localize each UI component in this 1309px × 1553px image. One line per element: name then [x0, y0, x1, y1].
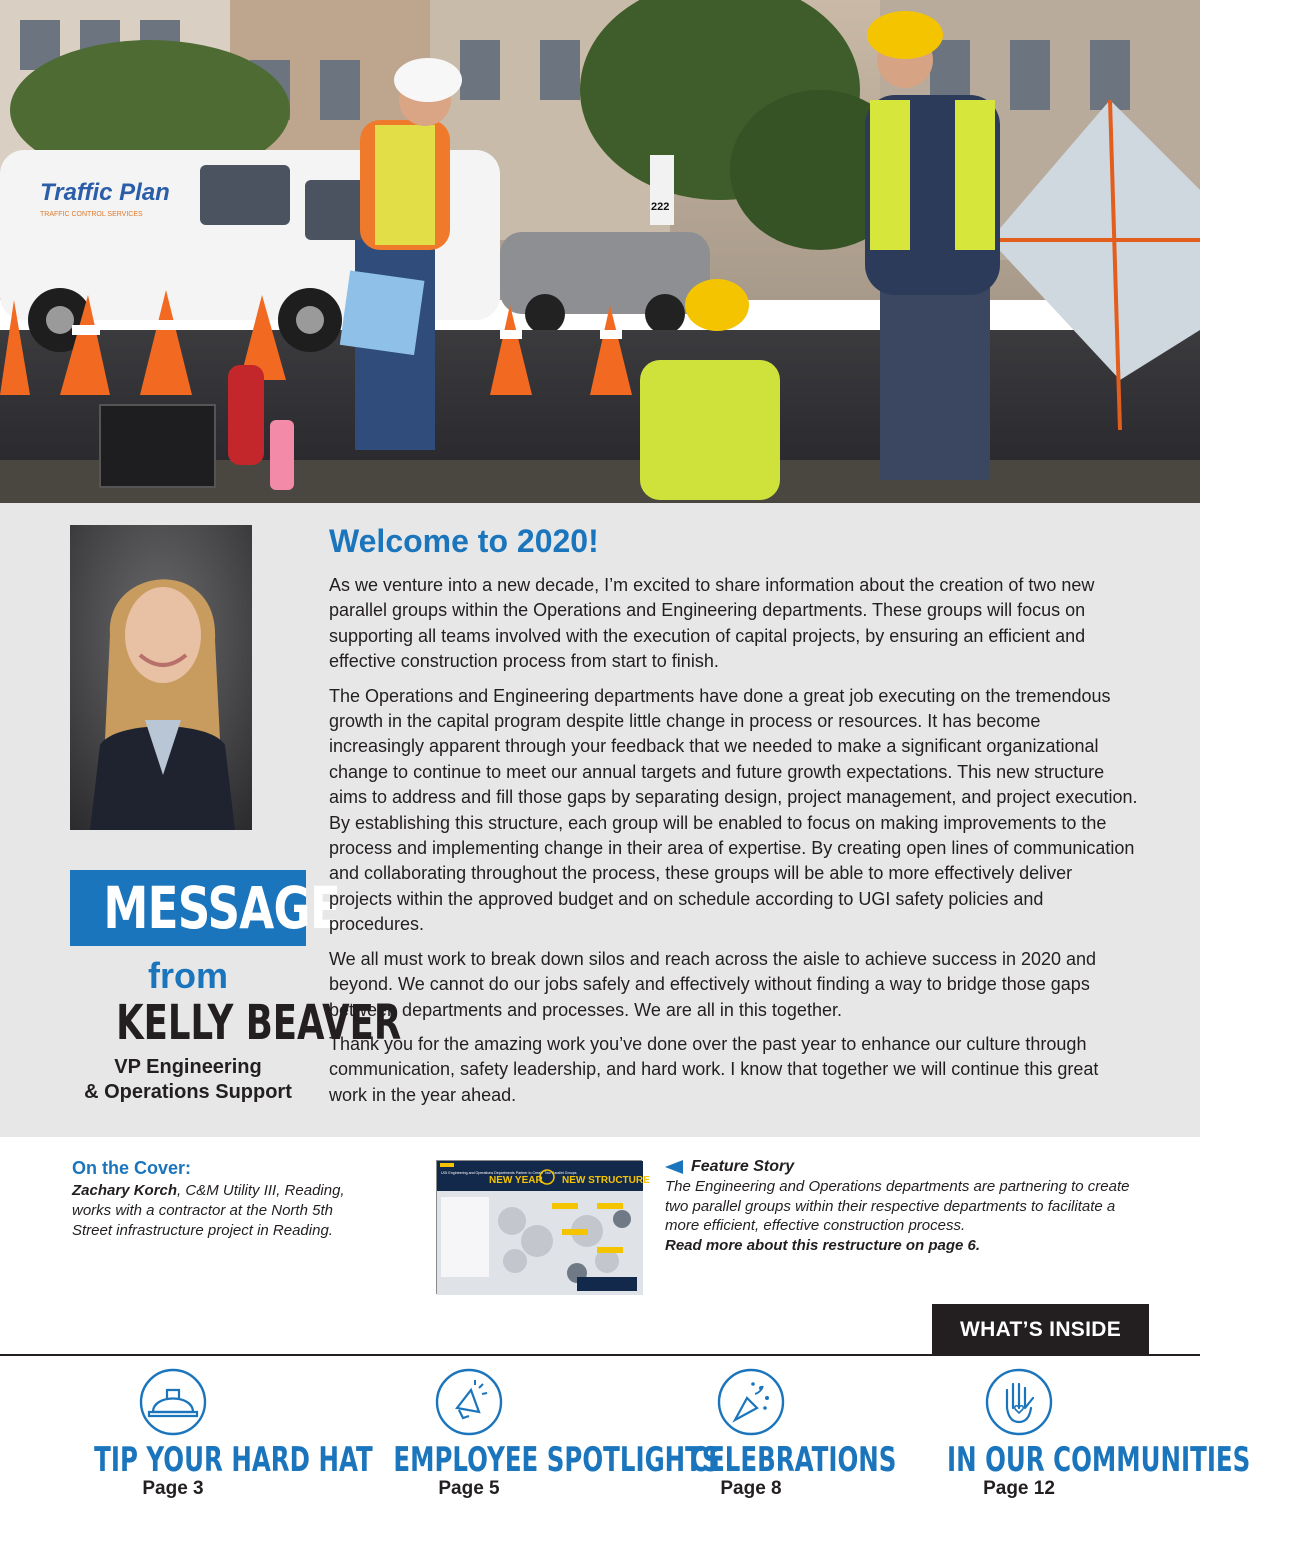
megaphone-icon [435, 1368, 503, 1436]
on-the-cover [72, 1158, 372, 1241]
letter-paragraph: The Operations and Engineering departments have done a great job executing on the tremendous growth in the capital program despite little change in process or resources. It has become increasingly apparent through your feedback that we needed to make a significant organizational change to continue to meet our annual targets and future growth expectations. This new structure aims to address and fill those gaps by separating design, project management, and project execution. By establishing this structure, each group will be enabled to focus on making improvements to the process and implementing change in their area of expertise. By creating open lines of communication and collaborating throughout the process, these groups will be able to more effectively deliver projects within the approved budget and on schedule according to UGI safety policies and procedures. [329, 685, 1138, 935]
feature-read-more[interactable]: Read more about this restructure on page 6. [665, 1236, 981, 1254]
inside-item-employee-spotlights[interactable] [330, 1368, 720, 1500]
letter-paragraph: As we venture into a new decade, I’m excited to share information about the creation of two new parallel groups within the Operations and Engineering departments. These groups will focus on supporting all teams involved with the execution of capital projects, by ensuring an efficient and effective construction process from start to finish. [329, 575, 1095, 672]
letter-paragraph: We all must work to break down silos and reach across the aisle to achieve success in 2020 and beyond. We cannot do our jobs safely and effectively without finding a way to bridge those gaps between departments and processes. We are all in this together. [329, 948, 1097, 1020]
van-tagline: TRAFFIC CONTROL SERVICES [40, 211, 143, 218]
feature-heading-text: Feature Story [691, 1158, 795, 1175]
thumb-new-structure: NEW STRUCTURE [562, 1175, 650, 1186]
letter-heading: Welcome to 2020! [329, 523, 599, 559]
whats-inside-divider [0, 1354, 1200, 1356]
letter-paragraph: Thank you for the amazing work you’ve done over the past year to enhance our culture through communication, safety leadership, and hard work. I know that together we will continue this great work in the year ahead. [329, 1033, 1099, 1105]
cover-caption-text: , C&M Utility III, Reading, works with a contractor at the North 5th Street infrastructure project in Reading. [72, 1182, 345, 1239]
feature-thumbnail-illustration [437, 1161, 650, 1295]
left-arrow-icon [665, 1160, 683, 1174]
portrait-illustration [70, 525, 252, 830]
letter [329, 521, 1139, 1117]
inside-item-label: TIP YOUR HARD HAT [94, 1440, 373, 1480]
cover-photo [0, 0, 1200, 503]
inside-item-label: IN OUR COMMUNITIES [946, 1440, 1251, 1480]
cover-photo-illustration [0, 0, 1200, 503]
cover-heading: On the Cover: [72, 1158, 192, 1178]
party-popper-icon [717, 1368, 785, 1436]
inside-item-page: Page 5 [438, 1478, 500, 1499]
inside-item-page: Page 3 [142, 1478, 204, 1499]
thumb-left-title: UGI Engineering and Operations Departments Partner to Create Two Parallel Groups [441, 1171, 577, 1175]
inside-item-tip-your-hard-hat[interactable] [40, 1368, 373, 1500]
inside-item-page: Page 12 [983, 1478, 1055, 1499]
feature-thumbnail[interactable] [436, 1160, 650, 1294]
author-name: KELLY BEAVER [116, 995, 402, 1051]
hard-hat-icon [139, 1368, 207, 1436]
message-from: from [148, 955, 228, 996]
message-banner: MESSAGE [70, 870, 306, 946]
inside-item-celebrations[interactable] [650, 1368, 897, 1500]
feature-text: The Engineering and Operations departments are partnering to create two parallel groups within their respective departments to facilitate a more efficient, effective construction process. [665, 1178, 1130, 1235]
author-title-line2: & Operations Support [84, 1081, 292, 1103]
inside-item-label: EMPLOYEE SPOTLIGHTS [393, 1440, 720, 1480]
helping-hand-icon [985, 1368, 1053, 1436]
inside-item-page: Page 8 [720, 1478, 782, 1499]
feature-story [665, 1158, 1145, 1255]
van-brand: Traffic Plan [40, 179, 170, 206]
thumb-new-year: NEW YEAR [489, 1175, 543, 1186]
feature-heading [665, 1158, 1145, 1176]
cover-caption [72, 1181, 372, 1241]
inside-item-label: CELEBRATIONS [690, 1440, 897, 1480]
portrait-photo [70, 525, 252, 830]
author-title-line1: VP Engineering [114, 1056, 262, 1078]
route-sign: 222 [651, 201, 670, 213]
whats-inside-tab: WHAT’S INSIDE [932, 1304, 1149, 1355]
inside-item-in-our-communities[interactable] [888, 1368, 1251, 1500]
cover-person: Zachary Korch [72, 1182, 178, 1199]
author-title [70, 1055, 306, 1105]
message-section [0, 503, 1200, 1137]
